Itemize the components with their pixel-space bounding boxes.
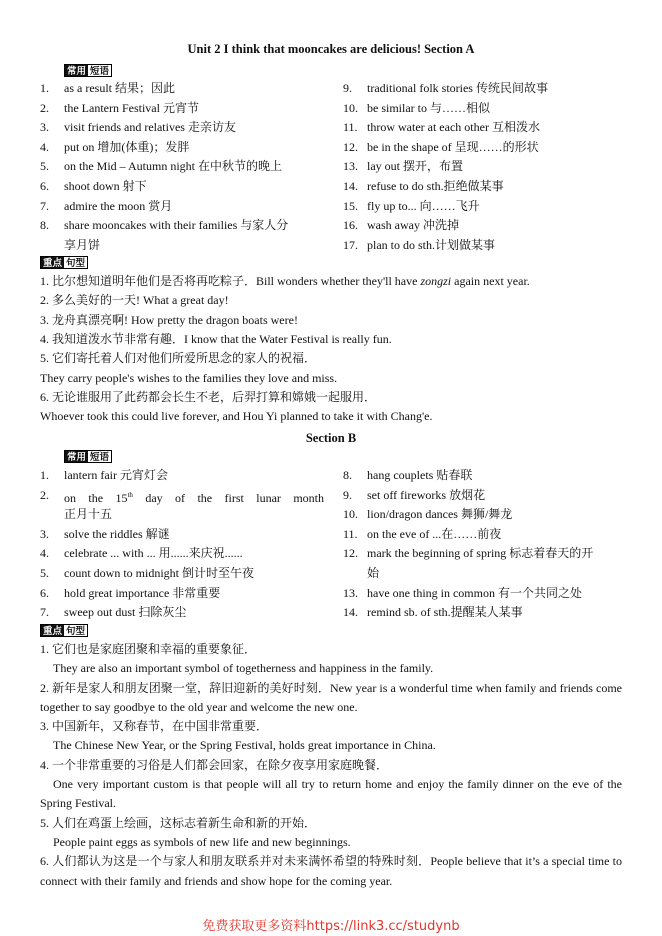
sentence-line: They carry people's wishes to the families they love and miss. [40, 370, 338, 385]
phrase-text: hang couplets 贴春联 [367, 468, 473, 482]
phrase-text: fly up to... 向……飞升 [367, 198, 480, 213]
phrase-number: 8. [40, 218, 49, 233]
phrase-number: 14. [343, 605, 358, 620]
phrase-number: 15. [343, 198, 358, 213]
section-b-title: Section B [305, 431, 357, 445]
phrase-text: be similar to 与……相似 [367, 100, 490, 115]
sentence-line: 5. 它们寄托着人们对他们所爱所思念的家人的祝福． [40, 351, 317, 366]
sentence-line: 3. 龙舟真漂亮啊! How pretty the dragon boats were! [40, 312, 298, 327]
sentence-line: 1. 比尔想知道明年他们是否将再吃粽子．Bill wonders whether they'll have zongzi again next year. [40, 274, 530, 288]
phrase-text: 享月饼 [64, 237, 101, 252]
phrase-text: celebrate ... with ... 用......来庆祝...... [64, 546, 243, 561]
phrase-number: 6. [40, 179, 49, 193]
phrase-number: 4. [40, 139, 49, 154]
phrase-text: admire the moon 赏月 [64, 198, 173, 213]
phrase-text: visit friends and relatives 走亲访友 [64, 120, 236, 135]
phrase-text: put on 增加(体重)；发胖 [64, 139, 190, 154]
phrase-text: throw water at each other 互相泼水 [367, 120, 540, 135]
phrase-text: share mooncakes with their families 与家人分 [64, 218, 289, 233]
phrase-number: 17. [343, 237, 358, 252]
phrase-number: 9. [343, 487, 352, 502]
sentence-line: They are also an important symbol of togetherness and happiness in the family. [53, 661, 434, 676]
phrase-number: 10. [343, 100, 358, 115]
phrase-text: be in the shape of 呈现……的形状 [367, 139, 539, 154]
sentence-line: 2. 新年是家人和朋友团聚一堂，辞旧迎新的美好时刻．New year is a wonderful time when family and friends come together to say goodbye to the old year and welcome the new one. [40, 680, 622, 714]
sentence-line: 5. 人们在鸡蛋上绘画，这标志着新生命和新的开始． [40, 815, 317, 830]
common-phrases-badge-b: 常用 短语 [64, 450, 112, 463]
sentence-line: Whoever took this could live forever, and Hou Yi planned to take it with Chang'e. [40, 409, 433, 424]
phrase-text: shoot down 射下 [64, 179, 147, 193]
phrase-number: 6. [40, 585, 49, 600]
phrase-text: solve the riddles 解谜 [64, 526, 170, 541]
phrase-number: 13. [343, 585, 358, 600]
phrase-number: 10. [343, 507, 358, 522]
sentence-line: 4. 一个非常重要的习俗是人们都会回家，在除夕夜享用家庭晚餐． [40, 757, 389, 772]
section-a-title: Unit 2 I think that mooncakes are delicious! Section A [187, 42, 475, 56]
sentence-line: People paint eggs as symbols of new life and new beginnings. [53, 834, 351, 849]
phrase-number: 5. [40, 159, 49, 174]
sentence-line: 4. 我知道泼水节非常有趣．I know that the Water Festival is really fun. [40, 331, 392, 346]
phrase-number: 5. [40, 566, 49, 580]
sentences-b-block [40, 640, 622, 891]
sentence-line: One very important custom is that people will all try to return home and enjoy the family dinner on the eve of the Spring Festival. [40, 777, 622, 811]
phrase-number: 11. [343, 526, 358, 541]
phrase-number: 11. [343, 120, 358, 135]
phrase-number: 12. [343, 139, 358, 154]
phrase-text: sweep out dust 扫除灰尘 [64, 605, 187, 620]
phrase-text: have one thing in common 有一个共同之处 [367, 585, 582, 600]
phrase-number: 7. [40, 605, 49, 620]
phrase-number: 2. [40, 100, 49, 115]
phrase-text: plan to do sth.计划做某事 [367, 237, 495, 252]
phrase-text: lantern fair 元宵灯会 [64, 468, 168, 482]
phrase-text: hold great importance 非常重要 [64, 585, 221, 600]
phrase-number: 3. [40, 526, 49, 541]
phrase-number: 8. [343, 468, 352, 482]
phrase-text: on the eve of ...在……前夜 [367, 526, 502, 541]
phrase-number: 3. [40, 120, 49, 135]
footer-link[interactable]: 免费获取更多资料https://link3.cc/studynb [202, 919, 460, 934]
sentence-line: 6. 无论谁服用了此药都会长生不老，后羿打算和嫦娥一起服用． [40, 389, 377, 404]
phrase-text: the Lantern Festival 元宵节 [64, 100, 199, 115]
phrase-text: lay out 摆开，布置 [367, 159, 463, 174]
phrase-text: 正月十五 [64, 507, 113, 522]
phrase-number: 16. [343, 218, 358, 233]
phrase-number: 2. [40, 487, 49, 502]
phrase-text: lion/dragon dances 舞狮/舞龙 [367, 507, 513, 522]
phrase-number: 7. [40, 198, 49, 213]
common-phrases-badge-a: 常用 短语 [64, 64, 112, 77]
phrase-number: 4. [40, 546, 49, 561]
phrase-text: remind sb. of sth.提醒某人某事 [367, 605, 523, 620]
sentence-line: 2. 多么美好的一天! What a great day! [40, 293, 229, 308]
phrase-number: 13. [343, 159, 358, 174]
phrase-text: 始 [367, 566, 380, 580]
phrase-number: 1. [40, 81, 49, 95]
phrase-number: 9. [343, 81, 352, 95]
phrase-text: as a result 结果；因此 [64, 81, 175, 95]
phrase-text: traditional folk stories 传统民间故事 [367, 81, 548, 95]
key-sentences-badge-b: 重点 句型 [40, 624, 88, 637]
phrase-number: 14. [343, 179, 358, 193]
phrase-number: 1. [40, 468, 49, 482]
phrase-text: refuse to do sth.拒绝做某事 [367, 179, 504, 193]
italic-word: zongzi [420, 274, 452, 288]
key-sentences-badge-a: 重点 句型 [40, 256, 88, 269]
phrase-text: set off fireworks 放烟花 [367, 487, 486, 502]
phrase-text: on the 15th day of the first lunar month [64, 490, 324, 505]
phrase-number: 12. [343, 546, 358, 561]
sentence-line: 6. 人们都认为这是一个与家人和朋友联系并对未来满怀希望的特殊时刻．People believe that it’s a special time to connect with their family and friends and show hope for the coming year. [40, 854, 622, 888]
sentence-line: 3. 中国新年，又称春节，在中国非常重要． [40, 719, 269, 734]
phrase-text: wash away 冲洗掉 [367, 218, 459, 233]
sentence-line: 1. 它们也是家庭团聚和幸福的重要象征． [40, 642, 257, 656]
phrase-text: on the Mid – Autumn night 在中秋节的晚上 [64, 159, 283, 174]
phrase-text: mark the beginning of spring 标志着春天的开 [367, 546, 594, 561]
sentence-line: The Chinese New Year, or the Spring Festival, holds great importance in China. [53, 738, 436, 753]
phrase-text: count down to midnight 倒计时至午夜 [64, 566, 254, 580]
